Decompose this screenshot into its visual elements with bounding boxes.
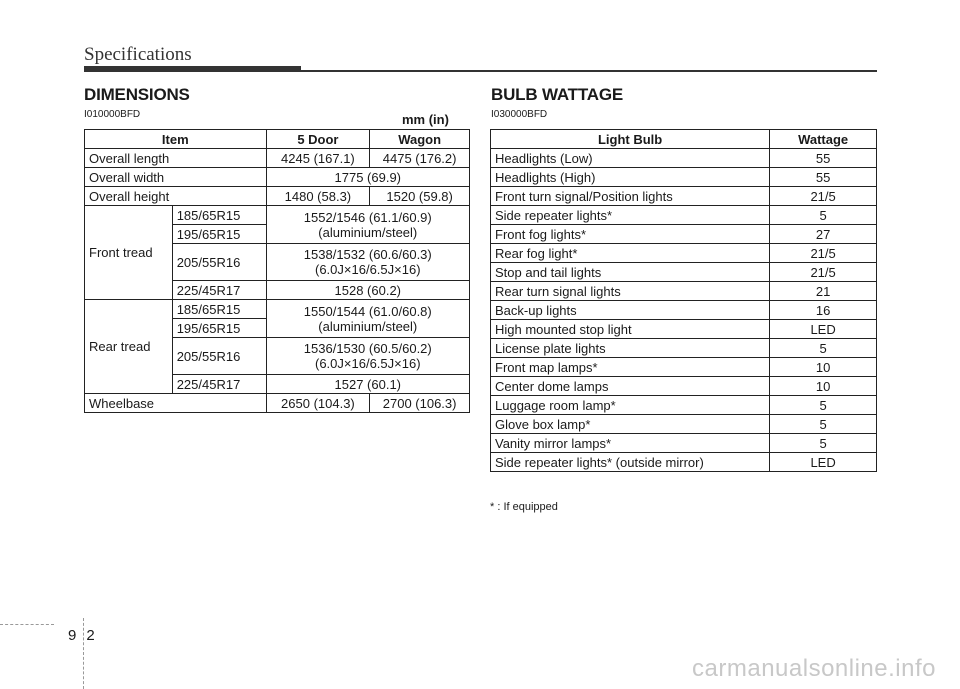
header-rule: [301, 70, 877, 72]
light-bulb-name: High mounted stop light: [491, 320, 770, 339]
light-bulb-name: Rear turn signal lights: [491, 282, 770, 301]
wattage-value: 55: [770, 168, 877, 187]
cell-both: 1527 (60.1): [266, 375, 469, 394]
wattage-value: 16: [770, 301, 877, 320]
light-bulb-name: Side repeater lights* (outside mirror): [491, 453, 770, 472]
row-label: Front tread: [85, 206, 173, 300]
table-row: [491, 453, 877, 472]
table-row: [491, 263, 877, 282]
cell-5-door: 1480 (58.3): [266, 187, 370, 206]
wattage-value: 27: [770, 225, 877, 244]
light-bulb-name: Center dome lamps: [491, 377, 770, 396]
cell-both: 1536/1530 (60.5/60.2) (6.0J×16/6.5J×16): [266, 338, 469, 375]
row-label: Overall height: [85, 187, 267, 206]
table-row: [491, 320, 877, 339]
tire-size: 185/65R15: [172, 206, 266, 225]
table-row: [491, 282, 877, 301]
table-row: [491, 244, 877, 263]
bulb-wattage-title: BULB WATTAGE: [491, 85, 624, 104]
header-item: Item: [85, 130, 267, 149]
wattage-value: 21/5: [770, 244, 877, 263]
cell-wagon: 1520 (59.8): [370, 187, 470, 206]
light-bulb-name: Glove box lamp*: [491, 415, 770, 434]
table-row: [491, 415, 877, 434]
wattage-value: 5: [770, 339, 877, 358]
table-row: [85, 187, 470, 206]
wattage-value: 21: [770, 282, 877, 301]
row-label: Overall length: [85, 149, 267, 168]
dimensions-title: DIMENSIONS: [84, 85, 190, 104]
cell-5-door: 2650 (104.3): [266, 394, 370, 413]
light-bulb-name: Headlights (High): [491, 168, 770, 187]
dimensions-table: [84, 129, 470, 413]
wattage-value: 10: [770, 377, 877, 396]
cell-wagon: 2700 (106.3): [370, 394, 470, 413]
light-bulb-name: Front fog lights*: [491, 225, 770, 244]
wattage-value: 55: [770, 149, 877, 168]
watermark: carmanualsonline.info: [692, 655, 936, 682]
light-bulb-name: Back-up lights: [491, 301, 770, 320]
dimensions-unit: mm (in): [402, 112, 449, 127]
tire-size: 195/65R15: [172, 319, 266, 338]
table-row: [491, 187, 877, 206]
header-5-door: 5 Door: [266, 130, 370, 149]
wattage-value: 5: [770, 396, 877, 415]
wattage-value: 21/5: [770, 263, 877, 282]
page-header-title: Specifications: [84, 44, 192, 65]
row-label: Overall width: [85, 168, 267, 187]
table-row: [491, 168, 877, 187]
light-bulb-name: License plate lights: [491, 339, 770, 358]
wattage-value: LED: [770, 453, 877, 472]
wattage-value: 5: [770, 206, 877, 225]
light-bulb-name: Rear fog light*: [491, 244, 770, 263]
cell-both: 1775 (69.9): [266, 168, 469, 187]
cell-both: 1528 (60.2): [266, 281, 469, 300]
wattage-value: 10: [770, 358, 877, 377]
header-bar-accent: [84, 66, 301, 72]
table-row: [491, 358, 877, 377]
light-bulb-name: Luggage room lamp*: [491, 396, 770, 415]
table-row: [491, 301, 877, 320]
table-row: [85, 300, 470, 319]
wattage-value: 5: [770, 415, 877, 434]
bulb-wattage-code: I030000BFD: [491, 109, 548, 120]
header-wagon: Wagon: [370, 130, 470, 149]
table-header-row: [85, 130, 470, 149]
tire-size: 225/45R17: [172, 281, 266, 300]
header-light-bulb: Light Bulb: [491, 130, 770, 149]
light-bulb-name: Headlights (Low): [491, 149, 770, 168]
cell-wagon: 4475 (176.2): [370, 149, 470, 168]
crop-mark-horizontal: [0, 624, 54, 625]
cell-both: 1552/1546 (61.1/60.9) (aluminium/steel): [266, 206, 469, 244]
light-bulb-name: Side repeater lights*: [491, 206, 770, 225]
tire-size: 225/45R17: [172, 375, 266, 394]
light-bulb-name: Stop and tail lights: [491, 263, 770, 282]
table-row: [491, 396, 877, 415]
light-bulb-name: Vanity mirror lamps*: [491, 434, 770, 453]
light-bulb-name: Front turn signal/Position lights: [491, 187, 770, 206]
table-row: [491, 225, 877, 244]
tire-size: 205/55R16: [172, 338, 266, 375]
table-row: [491, 339, 877, 358]
table-row: [491, 149, 877, 168]
tire-size: 195/65R15: [172, 225, 266, 244]
cell-both: 1550/1544 (61.0/60.8) (aluminium/steel): [266, 300, 469, 338]
row-label: Wheelbase: [85, 394, 267, 413]
bulb-wattage-table: [490, 129, 877, 472]
page-number: 92: [68, 627, 105, 644]
cell-both: 1538/1532 (60.6/60.3) (6.0J×16/6.5J×16): [266, 244, 469, 281]
table-row: [491, 434, 877, 453]
table-row: [491, 377, 877, 396]
cell-5-door: 4245 (167.1): [266, 149, 370, 168]
wattage-value: LED: [770, 320, 877, 339]
light-bulb-name: Front map lamps*: [491, 358, 770, 377]
tire-size: 185/65R15: [172, 300, 266, 319]
table-row: [85, 394, 470, 413]
row-label: Rear tread: [85, 300, 173, 394]
footnote: * : If equipped: [490, 501, 558, 513]
tire-size: 205/55R16: [172, 244, 266, 281]
header-wattage: Wattage: [770, 130, 877, 149]
dimensions-code: I010000BFD: [84, 109, 141, 120]
table-row: [85, 149, 470, 168]
wattage-value: 5: [770, 434, 877, 453]
table-header-row: [491, 130, 877, 149]
table-row: [491, 206, 877, 225]
wattage-value: 21/5: [770, 187, 877, 206]
table-row: [85, 206, 470, 225]
table-row: [85, 168, 470, 187]
